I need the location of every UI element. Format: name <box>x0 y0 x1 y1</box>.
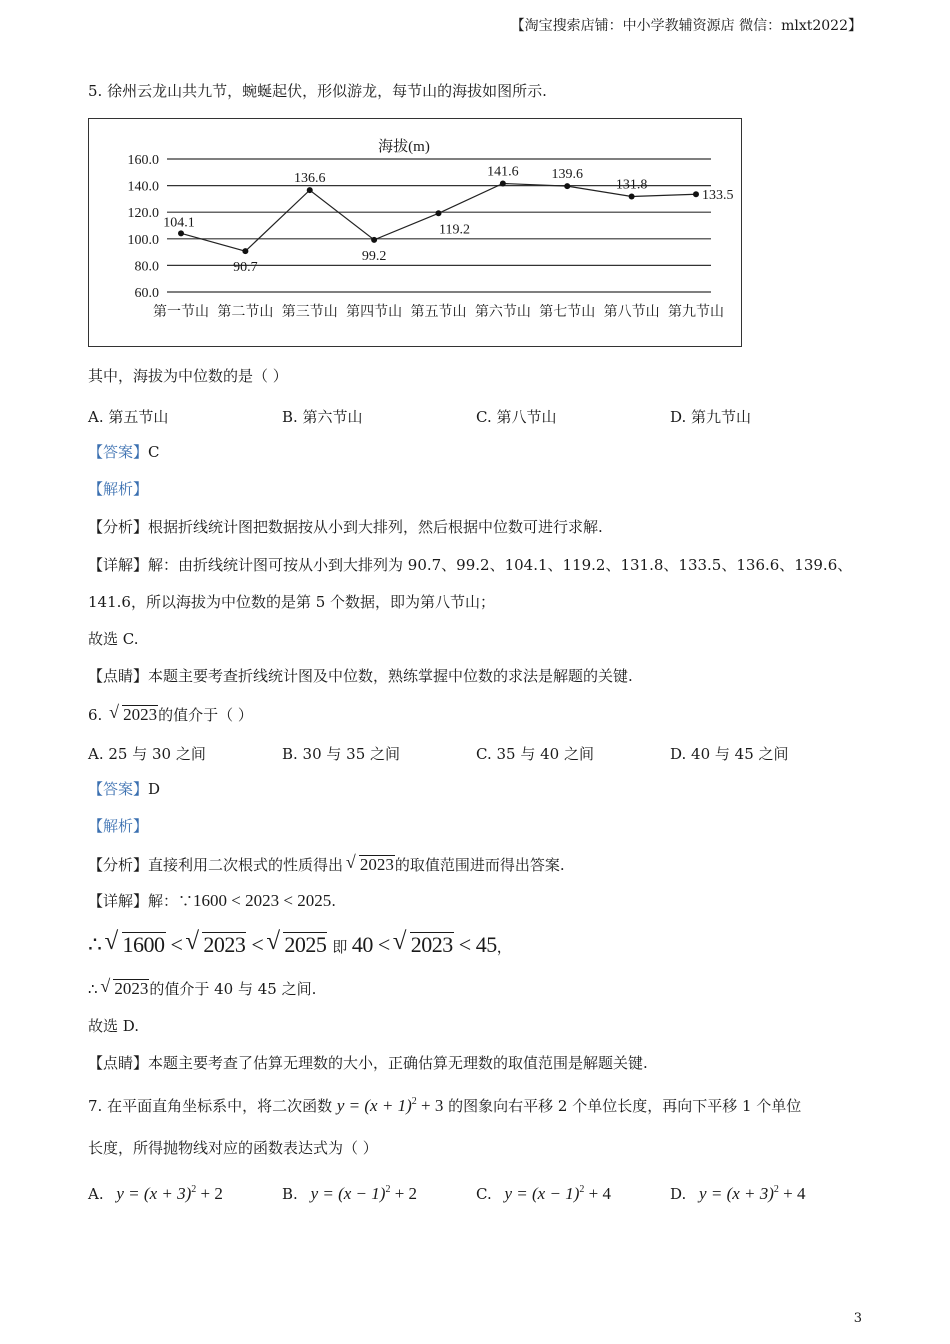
data-label: 139.6 <box>551 167 583 183</box>
lt-2: < <box>251 932 264 957</box>
data-label: 90.7 <box>233 260 258 276</box>
x-tick-label: 第七节山 <box>539 305 596 320</box>
formula-base: y = (x + 3) <box>116 1184 192 1203</box>
q5-option-a[interactable]: A. 第五节山 <box>88 408 169 426</box>
data-point <box>242 248 248 254</box>
elevation-line-chart <box>89 119 740 345</box>
radicand: 2023 <box>123 705 158 724</box>
data-point <box>307 187 313 193</box>
q6-analysis-tag: 【解析】 <box>88 817 149 835</box>
q5-detail-line2: 141.6，所以海拔为中位数的是第 5 个数据，即为第八节山； <box>88 593 496 611</box>
sqrt-2023-b <box>395 932 454 958</box>
formula-tail: + 4 <box>778 1184 806 1203</box>
sqrt-2023 <box>111 705 158 725</box>
func-tail: + 3 <box>416 1096 444 1115</box>
comma: ， <box>496 940 512 956</box>
formula-base: y = (x − 1) <box>504 1184 580 1203</box>
header-watermark: 【淘宝搜索店铺：中小学教辅资源店 微信：mlxt2022】 <box>510 18 862 34</box>
data-label: 104.1 <box>163 215 195 231</box>
data-label: 133.5 <box>702 188 734 204</box>
data-label: 99.2 <box>361 248 387 264</box>
q6-option-c[interactable]: C. 35 与 40 之间 <box>476 745 594 763</box>
q7-stem-line2: 长度，所得抛物线对应的函数表达式为（ ） <box>88 1139 378 1157</box>
q5-analysis-tag: 【解析】 <box>88 480 149 498</box>
y-tick-label: 140.0 <box>127 179 159 195</box>
fenxi-post: 的取值范围进而得出答案. <box>394 856 565 874</box>
data-point <box>500 180 506 186</box>
sqrt-2023 <box>102 979 149 999</box>
x-tick-label: 第一节山 <box>153 305 209 320</box>
radicand-1600: 1600 <box>122 932 165 957</box>
conclusion-text: 的值介于 40 与 45 之间. <box>149 980 317 998</box>
data-point <box>564 183 570 189</box>
q5-option-d[interactable]: D. 第九节山 <box>670 408 752 426</box>
func-base: y = (x + 1) <box>336 1096 412 1115</box>
formula-exp: 2 <box>385 1184 391 1195</box>
data-point <box>371 237 377 243</box>
q6-detail <box>88 891 336 911</box>
formula-exp: 2 <box>191 1184 197 1195</box>
q7-option-c[interactable] <box>476 1184 611 1204</box>
answer-value: C <box>148 443 160 461</box>
x-tick-label: 第四节山 <box>346 305 403 320</box>
formula-tail: + 2 <box>196 1184 223 1203</box>
detail-pre: 解：∵ <box>148 892 194 910</box>
sqrt-2025 <box>268 932 327 958</box>
answer-value: D <box>148 780 161 798</box>
fenxi-pre: 直接利用二次根式的性质得出 <box>148 856 344 874</box>
q6-option-b[interactable]: B. 30 与 35 之间 <box>282 745 401 763</box>
option-formula <box>699 1184 805 1203</box>
fenxi-tag: 【分析】 <box>88 518 149 536</box>
option-label: D. <box>670 1185 687 1203</box>
detail-inequality: 1600 < 2023 < 2025 <box>193 891 332 910</box>
dianjing-text: 本题主要考查了估算无理数的大小，正确估算无理数的取值范围是解题关键. <box>148 1054 648 1072</box>
data-point <box>693 191 699 197</box>
q6-num: 6. <box>88 706 103 724</box>
q6-fenxi <box>88 855 565 875</box>
radicand-2023: 2023 <box>410 932 453 957</box>
data-label: 131.8 <box>615 177 648 193</box>
data-point <box>436 210 442 216</box>
radicand: 2023 <box>359 855 394 874</box>
q6-stem <box>88 705 253 725</box>
q7-stem-post: 的图象向右平移 2 个单位长度，再向下平移 1 个单位 <box>448 1097 802 1115</box>
data-point <box>629 194 635 200</box>
option-label: C. <box>476 1185 492 1203</box>
data-label: 119.2 <box>439 222 470 238</box>
data-label: 136.6 <box>294 171 326 187</box>
option-formula <box>505 1184 611 1203</box>
q5-stem: 5. 徐州云龙山共九节，蜿蜒起伏，形似游龙，每节山的海拔如图所示. <box>88 82 547 100</box>
formula-base: y = (x + 3) <box>699 1184 774 1203</box>
q6-dianjing <box>88 1054 648 1072</box>
q7-stem-line1 <box>88 1096 801 1116</box>
y-tick-label: 100.0 <box>127 232 159 248</box>
q5-fenxi <box>88 518 603 536</box>
y-tick-label: 160.0 <box>127 153 159 168</box>
option-formula <box>311 1184 417 1203</box>
q6-choose: 故选 D. <box>88 1017 140 1035</box>
chart-title: 海拔(m) <box>378 139 430 155</box>
answer-tag: 【答案】 <box>88 443 149 461</box>
x-tick-label: 第八节山 <box>603 305 660 320</box>
lt-3: < <box>377 932 390 957</box>
formula-exp: 2 <box>773 1184 779 1195</box>
radicand: 2023 <box>114 979 149 998</box>
forty: 40 <box>351 932 373 957</box>
q7-stem-pre: 7. 在平面直角坐标系中，将二次函数 <box>88 1097 333 1115</box>
sqrt-2023 <box>348 855 395 875</box>
func-exp: 2 <box>411 1096 417 1107</box>
ji-text: 即 <box>332 938 347 956</box>
forty-five: 45 <box>475 932 497 957</box>
x-tick-label: 第九节山 <box>668 305 724 320</box>
x-tick-label: 第五节山 <box>410 305 467 320</box>
detail-end: . <box>331 892 336 910</box>
option-label: B. <box>282 1185 298 1203</box>
q7-option-a[interactable] <box>88 1184 223 1204</box>
q7-option-b[interactable] <box>282 1184 417 1204</box>
y-tick-label: 80.0 <box>134 259 159 275</box>
q5-answer <box>88 443 160 461</box>
lt-4: < <box>458 932 471 957</box>
data-point <box>178 230 184 236</box>
detail-tag: 【详解】 <box>88 556 149 574</box>
fenxi-text: 根据折线统计图把数据按从小到大排列，然后根据中位数可进行求解. <box>148 518 603 536</box>
formula-exp: 2 <box>579 1184 585 1195</box>
answer-tag: 【答案】 <box>88 780 149 798</box>
y-tick-label: 120.0 <box>127 206 159 222</box>
page-number: 3 <box>853 1311 862 1326</box>
therefore-symbol: ∴ <box>88 932 102 957</box>
formula-base: y = (x − 1) <box>310 1184 386 1203</box>
q6-answer <box>88 780 160 798</box>
fenxi-tag: 【分析】 <box>88 856 149 874</box>
x-tick-label: 第二节山 <box>217 305 274 320</box>
formula-tail: + 2 <box>390 1184 418 1203</box>
q5-choose: 故选 C. <box>88 630 139 648</box>
q5-question: 其中，海拔为中位数的是（ ） <box>88 367 288 385</box>
y-tick-label: 60.0 <box>134 286 159 301</box>
detail-text: 解：由折线统计图可按从小到大排列为 90.7、99.2、104.1、119.2、131.8、133.5、136.6、139.6、 <box>148 556 853 574</box>
q5-detail-line1 <box>88 556 852 574</box>
q6-option-a[interactable]: A. 25 与 30 之间 <box>88 745 206 763</box>
series-line <box>181 183 696 251</box>
q7-function <box>337 1096 443 1115</box>
q5-dianjing <box>88 667 633 685</box>
data-label: 141.6 <box>487 164 519 180</box>
radicand-2023: 2023 <box>203 932 246 957</box>
therefore-symbol: ∴ <box>88 980 98 998</box>
formula-tail: + 4 <box>584 1184 611 1203</box>
option-label: A. <box>88 1185 104 1203</box>
q6-option-d[interactable]: D. 40 与 45 之间 <box>670 745 789 763</box>
option-formula <box>116 1184 222 1203</box>
dianjing-tag: 【点睛】 <box>88 1054 149 1072</box>
x-tick-label: 第三节山 <box>281 305 338 320</box>
sqrt-2023-a <box>187 932 246 958</box>
radicand-2025: 2025 <box>284 932 327 957</box>
elevation-chart <box>88 118 742 347</box>
sqrt-1600 <box>107 932 166 958</box>
dianjing-text: 本题主要考查折线统计图及中位数，熟练掌握中位数的求法是解题的关键. <box>148 667 633 685</box>
q5-option-b[interactable]: B. 第六节山 <box>282 408 363 426</box>
dianjing-tag: 【点睛】 <box>88 667 149 685</box>
q5-option-c[interactable]: C. 第八节山 <box>476 408 557 426</box>
q6-conclusion <box>88 979 316 999</box>
q6-therefore-line <box>88 932 511 958</box>
detail-tag: 【详解】 <box>88 892 149 910</box>
q7-option-d[interactable] <box>670 1184 806 1204</box>
q6-stem-tail: 的值介于（ ） <box>158 706 253 724</box>
lt-1: < <box>170 932 183 957</box>
x-tick-label: 第六节山 <box>474 305 531 320</box>
